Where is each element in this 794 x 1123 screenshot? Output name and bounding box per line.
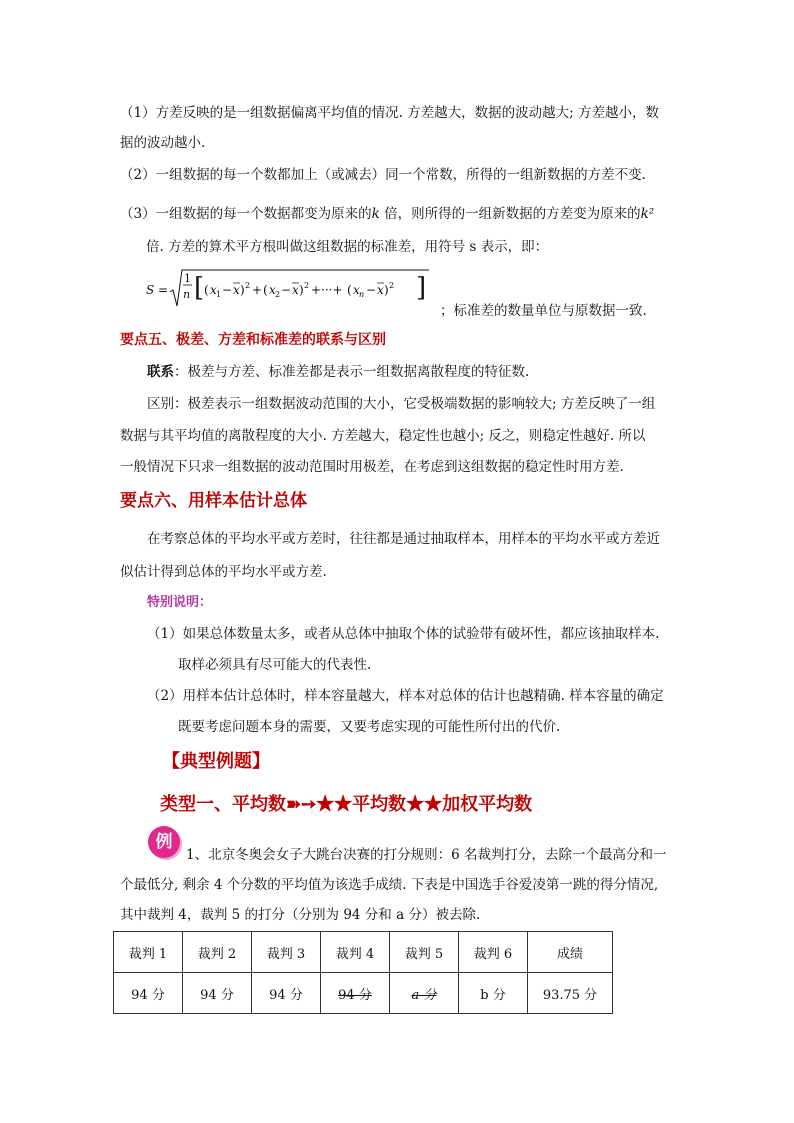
table-cell: 94 分	[114, 973, 183, 1014]
special-1-line-2: 取样必须具有尽可能大的代表性.	[178, 657, 372, 673]
question-line-2: 个最低分, 剩余 4 个分数的平均值为该选手成绩. 下表是中国选手谷爱凌第一跳的得分情况,	[120, 877, 659, 893]
svg-text:x: x	[233, 283, 240, 297]
svg-text:[: [	[194, 273, 205, 303]
note-3-pre: （3）一组数据的每一个数据都变为原来的	[120, 206, 372, 222]
table-header-cell: 裁判 4	[321, 932, 390, 973]
lianxi-text: ：极差与方差、标准差都是表示一组数据离散程度的特征数.	[174, 364, 530, 380]
formula-tail: ；标准差的数量单位与原数据一致.	[440, 303, 647, 319]
svg-text:S: S	[146, 283, 155, 297]
special-2-line-2: 既要考虑问题本身的需要，又要考虑实现的可能性所付出的代价.	[178, 719, 561, 735]
table-cell: 94 分	[183, 973, 252, 1014]
svg-text:): )	[299, 283, 304, 297]
qubie-line-1: 区别：极差表示一组数据波动范围的大小，它受极端数据的影响较大; 方差反映了一组	[147, 396, 656, 412]
table-header-cell: 裁判 2	[183, 932, 252, 973]
section-6-paragraph-line-1: 在考察总体的平均水平或方差时，往往都是通过抽取样本，用样本的平均水平或方差近	[147, 531, 660, 547]
table-header-cell: 裁判 1	[114, 932, 183, 973]
svg-text:2: 2	[245, 281, 251, 290]
table-header-cell: 成绩	[528, 932, 613, 973]
svg-text:1: 1	[216, 290, 222, 299]
type-one-heading: 类型一、平均数➽➙★★平均数★★加权平均数	[160, 794, 533, 815]
typical-examples-banner: 【典型例题】	[162, 751, 270, 772]
table-header-cell: 裁判 6	[459, 932, 528, 973]
table-header-row	[114, 932, 613, 973]
table-cell: b 分	[459, 973, 528, 1014]
example-badge: 例	[148, 826, 180, 858]
svg-text:(: (	[347, 283, 352, 297]
svg-text:x: x	[269, 283, 276, 297]
score-table	[113, 931, 613, 1014]
special-2-line-1: （2）用样本估计总体时，样本容量越大，样本对总体的估计也越精确. 样本容量的确定	[147, 688, 664, 704]
svg-text:x: x	[292, 283, 299, 297]
note-3-k2: k²	[640, 206, 655, 222]
note-1-line-1: （1）方差反映的是一组数据偏离平均值的情况. 方差越大，数据的波动越大; 方差越小，数	[120, 105, 660, 121]
qubie-line-2: 数据与其平均值的离散程度的大小. 方差越大，稳定性也越小; 反之，则稳定性越好. 所以	[120, 428, 646, 444]
svg-text:+: +	[252, 283, 263, 297]
svg-text:n: n	[183, 288, 191, 301]
table-header-cell: 裁判 3	[252, 932, 321, 973]
svg-text:x: x	[377, 283, 384, 297]
svg-text:x: x	[210, 283, 217, 297]
table-row	[114, 973, 613, 1014]
lianxi-label: 联系	[147, 364, 174, 380]
note-3-line-1	[120, 205, 654, 223]
lianxi-paragraph	[147, 363, 529, 381]
svg-text:x: x	[353, 283, 360, 297]
section-6-paragraph-line-2: 似估计得到总体的平均水平或方差.	[120, 564, 327, 580]
note-3-mid: 倍，则所得的一组新数据的方差变为原来的	[379, 206, 641, 222]
note-1-line-2: 据的波动越小.	[120, 135, 206, 151]
svg-text:): )	[384, 283, 389, 297]
svg-text:n: n	[359, 290, 365, 299]
table-cell: 93.75 分	[528, 973, 613, 1014]
note-3-k: k	[371, 206, 380, 222]
note-3-line-2: 倍. 方差的算术平方根叫做这组数据的标准差，用符号 s 表示，即：	[146, 239, 549, 255]
section-5-heading: 要点五、极差、方差和标准差的联系与区别	[120, 332, 386, 348]
svg-text:−: −	[366, 283, 377, 297]
table-header-cell: 裁判 5	[390, 932, 459, 973]
special-note-label: 特别说明：	[147, 595, 213, 610]
svg-text:−: −	[222, 283, 233, 297]
note-2: （2）一组数据的每一个数都加上（或减去）同一个常数，所得的一组新数据的方差不变.	[120, 167, 646, 183]
svg-text:]: ]	[416, 273, 427, 303]
question-line-3: 其中裁判 4，裁判 5 的打分（分别为 94 分和 a 分）被去除.	[120, 907, 481, 923]
svg-text:2: 2	[275, 290, 281, 299]
svg-text:+···+: +···+	[311, 283, 343, 297]
svg-text:(: (	[263, 283, 268, 297]
svg-text:(: (	[204, 283, 209, 297]
svg-text:=: =	[158, 283, 169, 297]
question-line-1: 1、北京冬奥会女子大跳台决赛的打分规则：6 名裁判打分，去除一个最高分和一	[186, 847, 667, 863]
qubie-line-3: 一般情况下只求一组数据的波动范围时用极差，在考虑到这组数据的稳定性时用方差.	[120, 459, 624, 475]
svg-text:−: −	[281, 283, 292, 297]
svg-text:): )	[240, 283, 245, 297]
table-cell: 94 分	[252, 973, 321, 1014]
svg-text:1: 1	[184, 272, 191, 285]
svg-text:2: 2	[304, 281, 310, 290]
table-cell-removed: a 分	[390, 973, 459, 1014]
section-6-heading: 要点六、用样本估计总体	[120, 491, 307, 511]
std-deviation-formula	[144, 268, 434, 310]
table-cell-removed: 94 分	[321, 973, 390, 1014]
svg-text:2: 2	[389, 281, 395, 290]
special-1-line-1: （1）如果总体数量太多，或者从总体中抽取个体的试验带有破坏性，都应该抽取样本.	[147, 626, 660, 642]
